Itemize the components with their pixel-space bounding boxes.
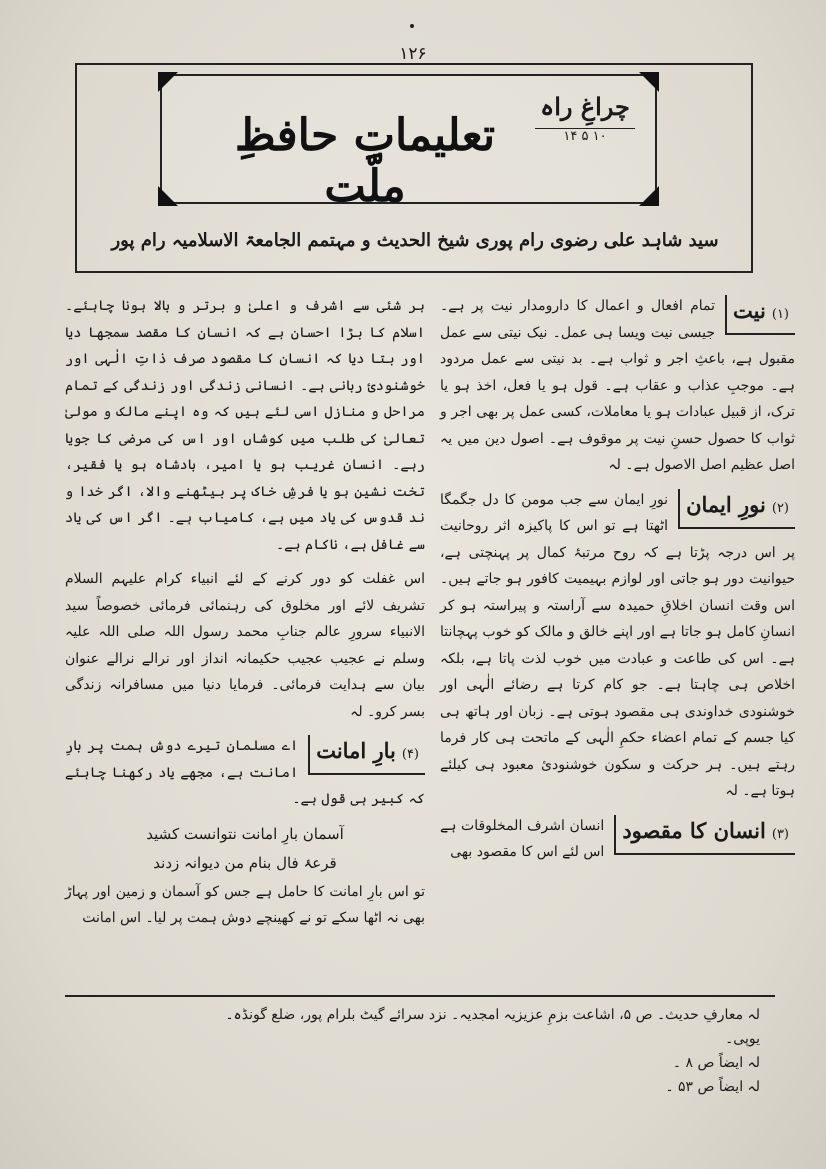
section-text: تمام افعال و اعمال کا دارومدار نیت پر ہے۔ جیسی نیت ویسا ہی عمل۔ نیک نیتی سے عمل مقبول ہے، باعثِ اجر و ثواب ہے۔ بد نیتی سے عمل مردود ہے۔ موجبِ عذاب و عقاب ہے۔ قول ہو یا فعل، اخذ ہو یا ترک، از قبیل عبادات ہو یا معاملات، کسی عمل پر بھی اجر و ثواب کا حصول حسنِ نیت پر موقوف ہے۔ اصول دین میں یہ اصل عظیم اصل الاصول ہے۔ لہ xyxy=(440,298,795,473)
footnote-divider xyxy=(65,995,775,997)
section-heading: (۲)نورِ ایمان xyxy=(678,489,795,529)
column-issue: ۱۰ ۵ ۱۴ xyxy=(535,128,635,144)
poem-line: قرعۂ فال بنام من دیوانہ زدند xyxy=(153,853,337,872)
section-noor-e-iman xyxy=(440,487,795,805)
page-dot xyxy=(410,24,414,28)
footnote: لہ ایضاً ص ۸ ۔ xyxy=(672,1055,760,1071)
section-bar-e-amanat xyxy=(65,733,425,813)
section-insan-ka-maqsood xyxy=(440,813,795,866)
section-text: انسان اشرف المخلوقات ہے اس لئے اس کا مقصود بھی xyxy=(440,817,605,860)
paragraph-text: اس غفلت کو دور کرنے کے لئے انبیاء کرام علیہم السلام تشریف لائے اور مخلوق کی رہنمائی فرمائی خصوصاً سید الانبیاء سرورِ عالم جنابِ محمد رسول اللہ صلی اللہ علیہ وسلم نے عجیب عجیب حکیمانہ انداز اور نرالے نرالے عنوان بیان سے ہدایت فرمائی۔ فرمایا دنیا میں مسافرانہ زندگی بسر کرو۔ لہ xyxy=(65,571,425,720)
left-column xyxy=(65,293,425,932)
paragraph-text: تو اس بارِ امانت کا حامل ہے جس کو آسمان و زمین اور پہاڑ بھی نہ اٹھا سکے تو نے کھینچے دوش ہمت پر لیا۔ اس امانت xyxy=(65,883,425,926)
section-heading: (۱)نیت xyxy=(725,295,795,335)
poem-line: آسمان بارِ امانت نتوانست کشید xyxy=(146,824,344,843)
corner-ornament xyxy=(158,186,178,206)
corner-ornament xyxy=(158,72,178,92)
corner-ornament xyxy=(639,186,659,206)
page-number: ۱۲۶ xyxy=(399,44,427,64)
corner-ornament xyxy=(639,72,659,92)
author-byline: سید شاہد علی رضوی رام پوری شیخ الحدیث و مہتمم الجامعۃ الاسلامیہ رام پور xyxy=(111,230,719,251)
right-column xyxy=(440,293,795,874)
continuation-text: ہر شئی سے اشرف و اعلیٰ و برتر و بالا ہونا چاہئے۔ اسلام کا بڑا احسان ہے کہ انسان کا مقصد سمجھا دیا اور بتا دیا کہ انسان کا مقصود صرف ذاتِ الٰہی اور خوشنودیٔ ربانی ہے۔ انسانی زندگی اور زندگی کے تمام مراحل و منازل اسی لئے ہیں کہ وہ اپنے مالک و مولیٰ تعالیٰ کی طلب میں کوشاں اور اس کی مرضی کا جویا رہے۔ انسان غریب ہو یا امیر، بادشاہ ہو یا فقیر، تخت نشین ہو یا فرشِ خاک پر بیٹھنے والا، اگر خدا و ند قدوس کی یاد میں ہے، کامیاب ہے۔ اگر اس کی یاد سے غافل ہے، ناکام ہے۔ xyxy=(65,298,425,553)
footnotes xyxy=(200,1003,760,1099)
section-heading: (۳)انسان کا مقصود xyxy=(614,815,795,855)
section-heading: (۴)بارِ امانت xyxy=(308,735,425,775)
section-text: اے مسلمان تیرے دوش ہمت پر بارِ امانت ہے، مجھے یاد رکھنا چاہئے کہ کبیر ہی قول ہے۔ xyxy=(65,738,425,807)
section-text: نورِ ایمان سے جب مومن کا دل جگمگا اٹھتا ہے تو اس کا پاکیزہ اثر روحانیت پر اس درجہ پڑتا ہے کہ روح مرتبۂ کمال پر پہنچتی ہے، حیوانیت دور ہو جاتی اور لوازم بہیمیت کافور ہو جاتے ہیں۔ اس وقت انسان اخلاقِ حمیدہ سے آراستہ و پیراستہ ہو کر انسانِ کامل ہو جاتا ہے اور اپنے خالق و مالک کو خوب پہچانتا ہے۔ اس کی طاعت و عبادت میں خوب لذت پاتا ہے، بلکہ اخلاص ہی چاہتا ہے۔ جو کام کرتا ہے رضائے الٰہی اور خوشنودی خداوندی ہی مقصود ہوتی ہے۔ زبان اور ہاتھ ہی کیا جسم کے تمام اعضاء حکمِ الٰہی کے ماتحت ہی کار فرما رہتے ہیں۔ ہر حرکت و سکون خوشنودیٔ معبود ہی کیلئے ہوتا ہے۔ لہ xyxy=(440,491,795,799)
footnote: لہ ایضاً ص ۵۳ ۔ xyxy=(665,1079,760,1095)
page-title: تعلیماتِ حافظِ ملّت xyxy=(234,110,496,212)
section-niyyat xyxy=(440,293,795,479)
column-name: چراغِ راہ xyxy=(540,92,630,121)
footnote: لہ معارفِ حدیث۔ ص ۵، اشاعت بزمِ عزیزیہ امجدیہ۔ نزد سرائے گیٹ بلرام پور، ضلع گونڈہ۔ یوپی۔ xyxy=(225,1007,760,1047)
